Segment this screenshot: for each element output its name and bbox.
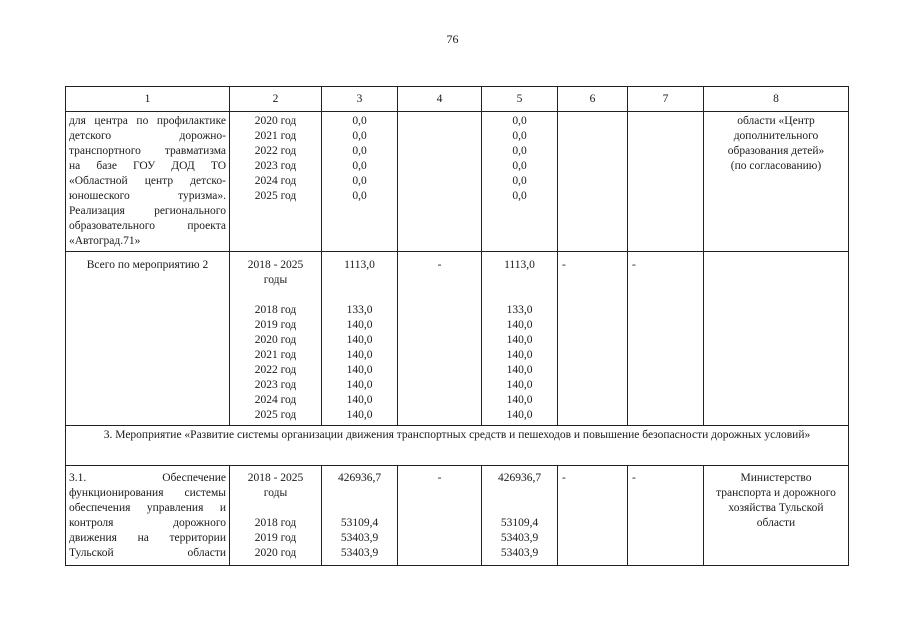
text-line: (по согласованию) — [730, 160, 822, 172]
column-header: 3 — [322, 87, 398, 112]
amount-value: 53109,4 — [500, 517, 539, 529]
amount-cell — [482, 466, 558, 566]
amount-cell — [482, 112, 558, 252]
text-line: 3.1. Обеспечение — [69, 472, 226, 484]
section-row — [66, 426, 849, 466]
text-line: дополнительного — [733, 130, 819, 142]
year-label: 2018 год — [254, 304, 297, 316]
table-row — [66, 252, 849, 426]
year-label: 2020 год — [254, 334, 297, 346]
amount-value: 0,0 — [512, 130, 527, 142]
dash-value: - — [562, 472, 566, 484]
amount-value: 0,0 — [352, 130, 367, 142]
text-line: детского дорожно- — [69, 130, 226, 142]
text-line: Реализация регионального — [69, 205, 226, 217]
budget-table — [65, 86, 849, 566]
dash-cell — [628, 252, 704, 426]
page-number: 76 — [446, 32, 459, 46]
dash-value: - — [632, 472, 636, 484]
text-line: транспортного травматизма — [69, 145, 226, 157]
dash-cell — [398, 466, 482, 566]
column-header: 1 — [66, 87, 230, 112]
text-line: движения на территории — [69, 532, 226, 544]
column-header: 4 — [398, 87, 482, 112]
year-label: 2018 год — [254, 517, 297, 529]
empty-cell — [704, 252, 849, 426]
years-cell — [230, 112, 322, 252]
amount-value: 0,0 — [352, 190, 367, 202]
amount-value: 0,0 — [352, 145, 367, 157]
table-row — [66, 112, 849, 252]
year-label: 2024 год — [254, 394, 297, 406]
text-line: на базе ГОУ ДОД ТО — [69, 160, 226, 172]
text-line: «Областной центр детско- — [69, 175, 226, 187]
measure-name-cell — [66, 466, 230, 566]
text-line: Министерство — [740, 472, 812, 484]
amount-value: 140,0 — [506, 394, 533, 406]
amount-value: 133,0 — [346, 304, 373, 316]
column-header: 8 — [704, 87, 849, 112]
text-line: образовательного проекта — [69, 220, 226, 232]
amount-value: 0,0 — [512, 145, 527, 157]
dash-value: - — [562, 259, 566, 271]
total-value: 426936,7 — [337, 472, 382, 484]
empty-cell — [628, 112, 704, 252]
text-line: Тульской области — [69, 547, 226, 559]
amount-value: 53109,4 — [340, 517, 379, 529]
amount-value: 133,0 — [506, 304, 533, 316]
year-label: 2020 год — [254, 547, 297, 559]
dash-value: - — [437, 472, 442, 484]
period-label: годы — [263, 274, 288, 286]
year-label: 2022 год — [254, 145, 297, 157]
text-line: области «Центр — [737, 115, 815, 127]
column-header: 6 — [558, 87, 628, 112]
amount-value: 140,0 — [506, 409, 533, 421]
amount-value: 140,0 — [506, 349, 533, 361]
empty-cell — [398, 112, 482, 252]
year-label: 2021 год — [254, 130, 297, 142]
dash-cell — [398, 252, 482, 426]
year-label: 2024 год — [254, 175, 297, 187]
column-header: 7 — [628, 87, 704, 112]
text-line: транспорта и дорожного — [716, 487, 836, 499]
text-line: образования детей» — [727, 145, 825, 157]
year-label: 2020 год — [254, 115, 297, 127]
header-row — [66, 87, 849, 112]
column-header: 5 — [482, 87, 558, 112]
amount-value: 140,0 — [346, 364, 373, 376]
measure-name-cell — [66, 252, 230, 426]
section-title: 3. Мероприятие «Развитие системы организации движения транспортных средств и пешеходов и повышение безопасности дорожных условий» — [66, 426, 849, 466]
amount-value: 140,0 — [346, 319, 373, 331]
empty-cell — [558, 112, 628, 252]
text-line: «Автоград.71» — [69, 235, 141, 247]
amount-value: 140,0 — [506, 379, 533, 391]
text-line: для центра по профилактике — [69, 115, 226, 127]
dash-cell — [558, 466, 628, 566]
years-cell — [230, 252, 322, 426]
amount-cell — [322, 112, 398, 252]
amount-value: 140,0 — [506, 364, 533, 376]
text-line: функционирования системы — [69, 487, 226, 499]
responsible-cell — [704, 466, 849, 566]
amount-value: 140,0 — [346, 409, 373, 421]
amount-value: 53403,9 — [340, 532, 379, 544]
amount-value: 140,0 — [346, 349, 373, 361]
period-label: годы — [263, 487, 288, 499]
text-line: обеспечения управления и — [69, 502, 226, 514]
amount-cell — [322, 466, 398, 566]
year-label: 2023 год — [254, 160, 297, 172]
dash-cell — [558, 252, 628, 426]
amount-value: 0,0 — [512, 115, 527, 127]
year-label: 2019 год — [254, 532, 297, 544]
year-label: 2021 год — [254, 349, 297, 361]
amount-value: 0,0 — [512, 175, 527, 187]
amount-value: 0,0 — [512, 190, 527, 202]
amount-value: 0,0 — [352, 115, 367, 127]
amount-value: 140,0 — [346, 379, 373, 391]
year-label: 2025 год — [254, 409, 297, 421]
year-label: 2022 год — [254, 364, 297, 376]
amount-value: 0,0 — [352, 175, 367, 187]
measure-name-cell — [66, 112, 230, 252]
text-line: контроля дорожного — [69, 517, 226, 529]
amount-value: 53403,9 — [500, 547, 539, 559]
amount-value: 0,0 — [352, 160, 367, 172]
amount-cell — [482, 252, 558, 426]
dash-value: - — [632, 259, 636, 271]
total-value: 1113,0 — [344, 259, 375, 271]
column-header: 2 — [230, 87, 322, 112]
table-row — [66, 466, 849, 566]
amount-value: 140,0 — [346, 334, 373, 346]
responsible-cell — [704, 112, 849, 252]
amount-value: 0,0 — [512, 160, 527, 172]
period-label: 2018 - 2025 — [247, 472, 304, 484]
amount-value: 140,0 — [346, 394, 373, 406]
amount-value: 53403,9 — [340, 547, 379, 559]
total-value: 1113,0 — [504, 259, 535, 271]
period-label: 2018 - 2025 — [247, 259, 304, 271]
dash-cell — [628, 466, 704, 566]
amount-value: 53403,9 — [500, 532, 539, 544]
year-label: 2025 год — [254, 190, 297, 202]
text-line: области — [756, 517, 796, 529]
year-label: 2019 год — [254, 319, 297, 331]
amount-cell — [322, 252, 398, 426]
text-line: юношеского туризма». — [69, 190, 226, 202]
total-label: Всего по мероприятию 2 — [86, 259, 209, 271]
amount-value: 140,0 — [506, 334, 533, 346]
years-cell — [230, 466, 322, 566]
amount-value: 140,0 — [506, 319, 533, 331]
text-line: хозяйства Тульской — [728, 502, 824, 514]
dash-value: - — [437, 259, 442, 271]
year-label: 2023 год — [254, 379, 297, 391]
total-value: 426936,7 — [497, 472, 542, 484]
